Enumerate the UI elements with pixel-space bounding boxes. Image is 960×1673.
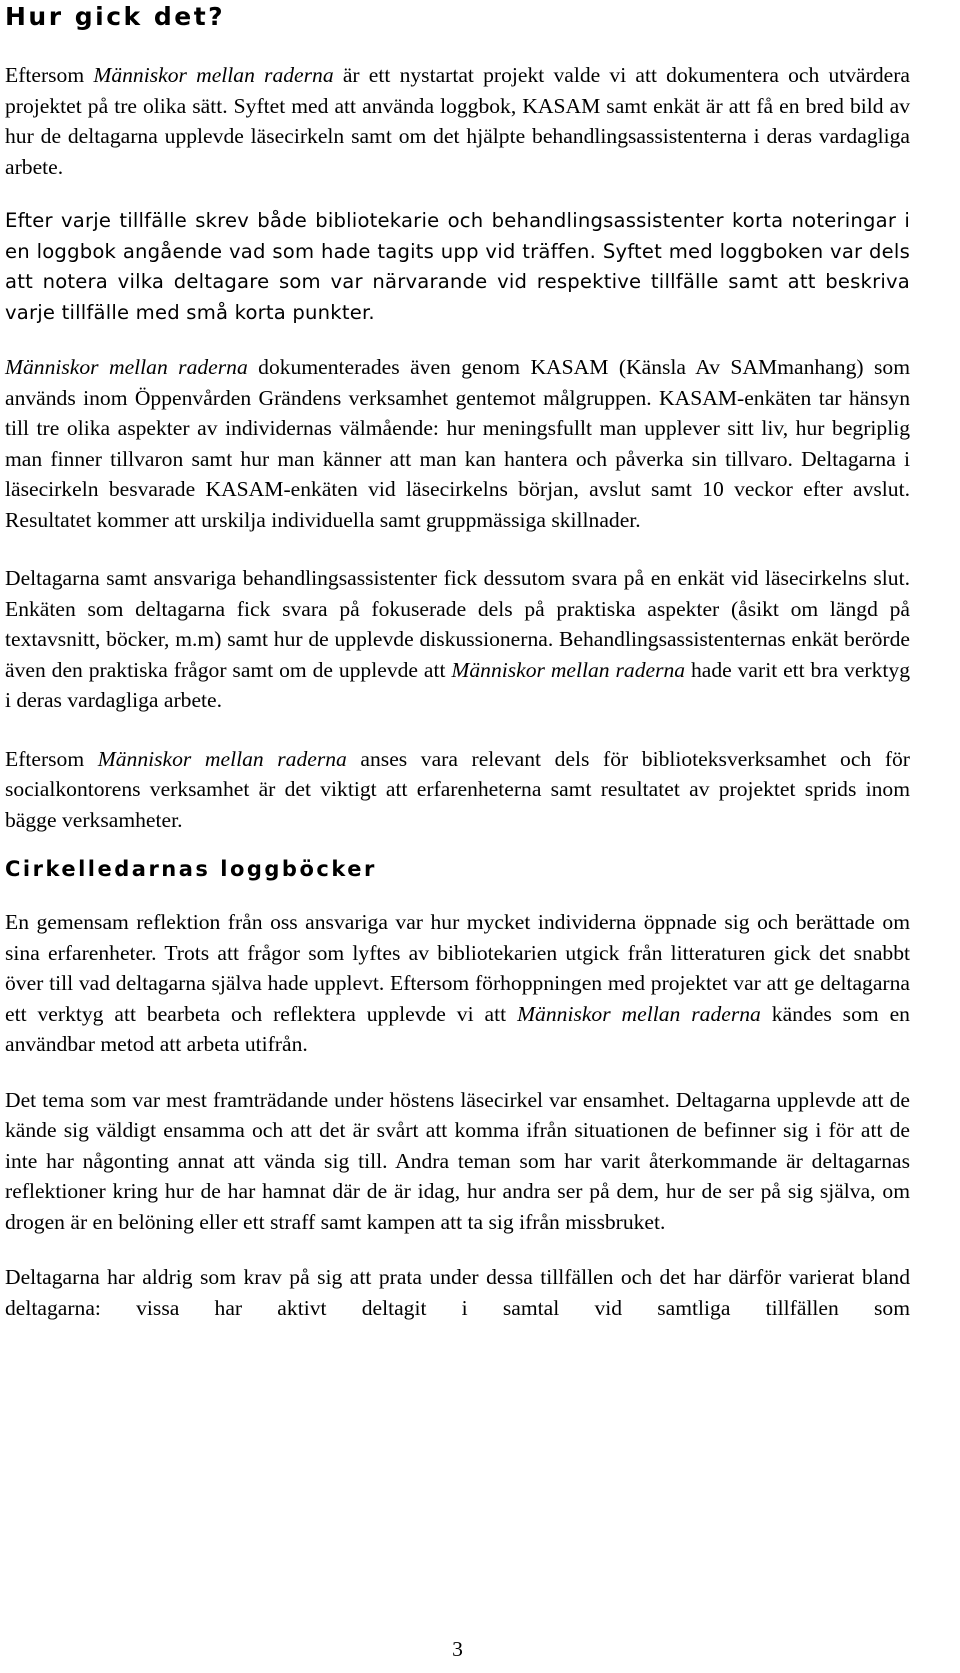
document-page bbox=[5, 0, 910, 1673]
project-title-italic: Människor mellan raderna bbox=[517, 1001, 761, 1026]
section-heading-cirkelledarnas-loggbocker: Cirkelledarnas loggböcker bbox=[5, 857, 377, 881]
paragraph-reflection bbox=[5, 907, 910, 1060]
text-run: anses vara relevant dels för biblioteksverksamhet och för socialkontorens verksamhet är det viktigt att erfarenheterna samt resultatet av projektet sprids inom bägge verksamheter. bbox=[5, 746, 911, 832]
section-heading-hur-gick-det: Hur gick det? bbox=[5, 2, 226, 31]
project-title-italic: Människor mellan raderna bbox=[97, 746, 347, 771]
text-run: dokumenterades även genom KASAM (Känsla Av SAMmanhang) som används inom Öppenvården Grändens verksamhet gentemot målgruppen. KASAM-enkäten tar hänsyn till tre olika aspekter av individernas välmående: hur meningsfullt man upplever sitt liv, hur begriplig man finner tillvaron samt hur man känner att man kan hantera och påverka sin tillvaro. Deltagarna i läsecirkeln besvarade KASAM-enkäten vid läsecirkelns början, avslut samt 10 veckor efter avslut. Resultatet kommer att urskilja individuella samt gruppmässiga skillnader. bbox=[5, 355, 910, 532]
paragraph-kasam bbox=[5, 352, 910, 535]
text-run: hade varit ett bra verktyg i deras vardagliga arbete. bbox=[5, 657, 910, 712]
page-number: 3 bbox=[452, 1637, 463, 1661]
paragraph-participation: Deltagarna har aldrig som krav på sig att prata under dessa tillfällen och det har därför varierat bland deltagarna: vissa har aktivt deltagit i samtal vid samtliga tillfällen som bbox=[5, 1265, 910, 1320]
project-title-italic: Människor mellan raderna bbox=[5, 355, 248, 379]
text-run: En gemensam reflektion från oss ansvariga var hur mycket individerna öppnade sig och berättade om sina erfarenheter. Trots att frågor som lyftes av bibliotekarien utgick från litteraturen gick det snabbt över till vad deltagarna själva hade upplevt. Eftersom förhoppningen med projektet var att ge deltagarna ett verktyg att bearbeta och reflektera upplevde vi att bbox=[5, 910, 910, 1026]
text-run: kändes som en användbar metod att arbeta utifrån. bbox=[5, 1001, 910, 1056]
text-run: är ett nystartat projekt valde vi att dokumentera och utvärdera projektet på tre olika sätt. Syftet med att använda loggbok, KASAM samt enkät är att få en bred bild av hur de deltagarna upplevde läsecirkeln samt om det hjälpte behandlingsassistenterna i deras vardagliga arbete. bbox=[5, 63, 910, 179]
paragraph-themes: Det tema som var mest framträdande under höstens läsecirkel var ensamhet. Deltagarna upplevde att de kände sig väldigt ensamma och att det är svårt att komma ifrån situationen de befinner sig i för att de inte har någonting annat att vända sig till. Andra teman som har varit återkommande är deltagarnas reflektioner kring hur de har hamnat där de är idag, hur andra ser på dem, hur de ser på sig själva, om drogen är en belöning eller ett straff samt kampen att ta sig ifrån missbruket. bbox=[5, 1087, 910, 1234]
project-title-italic: Människor mellan raderna bbox=[451, 657, 686, 682]
paragraph-relevance bbox=[5, 744, 910, 836]
text-run: Deltagarna samt ansvariga behandlingsassistenter fick dessutom svara på en enkät vid läsecirkelns slut. Enkäten som deltagarna fick svara på fokuserade dels på praktiska aspekter (åsikt om längd på textavsnitt, böcker, m.m) samt hur de upplevde diskussionerna. Behandlingsassistenternas enkät berörde även den praktiska frågor samt om de upplevde att bbox=[5, 566, 910, 682]
project-title-italic: Människor mellan raderna bbox=[93, 63, 334, 87]
text-run: Eftersom bbox=[5, 746, 98, 771]
paragraph-loggbok: Efter varje tillfälle skrev både bibliotekarie och behandlingsassistenter korta noteringar i en loggbok angående vad som hade tagits upp vid träffen. Syftet med loggboken var dels att notera vilka deltagare som var närvarande vid respektive tillfälle samt att beskriva varje tillfälle med små korta punkter. bbox=[5, 209, 910, 324]
paragraph-enkat bbox=[5, 563, 910, 716]
paragraph-evaluation-intro bbox=[5, 60, 910, 182]
text-run: Eftersom bbox=[5, 63, 94, 87]
